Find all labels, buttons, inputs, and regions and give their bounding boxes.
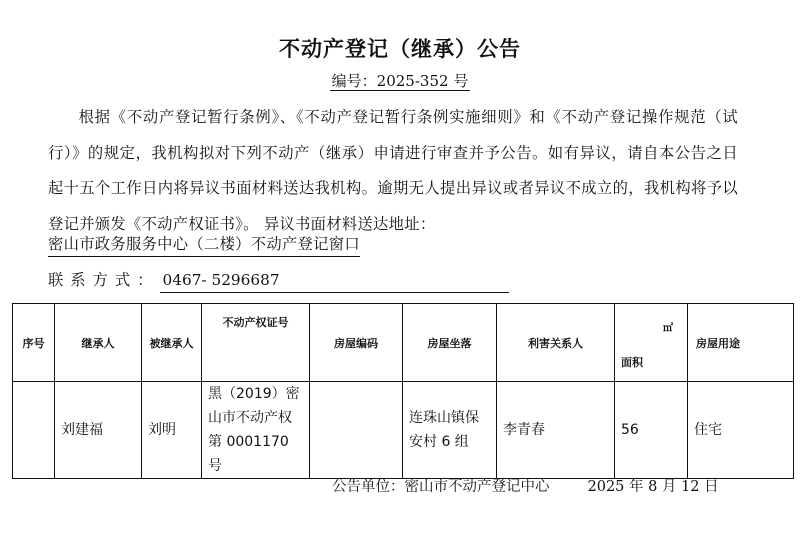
header-usage: 房屋用途 <box>688 304 794 382</box>
area-unit: ㎡ <box>663 323 673 334</box>
issuer-label: 公告单位： <box>332 479 405 495</box>
header-cert-no: 不动产权证号 <box>202 304 310 382</box>
header-heir: 继承人 <box>55 304 142 382</box>
doc-number <box>0 70 800 91</box>
delivery-address: 密山市政务服务中心（二楼）不动产登记窗口 <box>48 232 360 257</box>
issuer-name: 密山市不动产登记中心 <box>404 479 550 495</box>
header-seq: 序号 <box>13 304 55 382</box>
cell-house-code <box>310 382 403 479</box>
cell-seq <box>13 382 55 479</box>
notice-body: 根据《不动产登记暂行条例》、《不动产登记暂行条例实施细则》和《不动产登记操作规范（试行）》的规定，我机构拟对下列不动产（继承）申请进行审查并予公告。如有异议，请自本公告之日起十五个工作日内将异议书面材料送达我机构。逾期无人提出异议或者异议不成立的，我机构将予以登记并颁发《不动产权证书》。 异议书面材料送达地址： <box>48 108 738 233</box>
contact-info <box>48 268 509 293</box>
cell-decedent: 刘明 <box>142 382 202 479</box>
area-label: 面积 <box>621 356 643 369</box>
table-row <box>13 382 794 479</box>
doc-number-label: 编号： <box>331 72 377 90</box>
contact-phone: 0467- 5296687 <box>160 268 509 293</box>
cell-interested-party: 李青春 <box>497 382 615 479</box>
cell-cert-no: 黑（2019）密山市不动产权第 0001170 号 <box>202 382 310 479</box>
doc-number-value: 2025-352 号 <box>376 72 469 90</box>
header-house-code: 房屋编码 <box>310 304 403 382</box>
contact-label: 联系方式： <box>48 271 160 289</box>
cell-location: 连珠山镇保安村 6 组 <box>403 382 497 479</box>
notice-date: 2025 年 8 月 12 日 <box>587 479 719 495</box>
header-interested-party: 利害关系人 <box>497 304 615 382</box>
header-area <box>615 304 688 382</box>
cell-area: 56 <box>615 382 688 479</box>
cell-heir: 刘建福 <box>55 382 142 479</box>
page-title: 不动产登记（继承）公告 <box>279 37 521 61</box>
notice-footer <box>332 476 719 498</box>
registration-table <box>12 303 794 479</box>
table-header-row <box>13 304 794 382</box>
header-decedent: 被继承人 <box>142 304 202 382</box>
cell-usage: 住宅 <box>688 382 794 479</box>
header-location: 房屋坐落 <box>403 304 497 382</box>
